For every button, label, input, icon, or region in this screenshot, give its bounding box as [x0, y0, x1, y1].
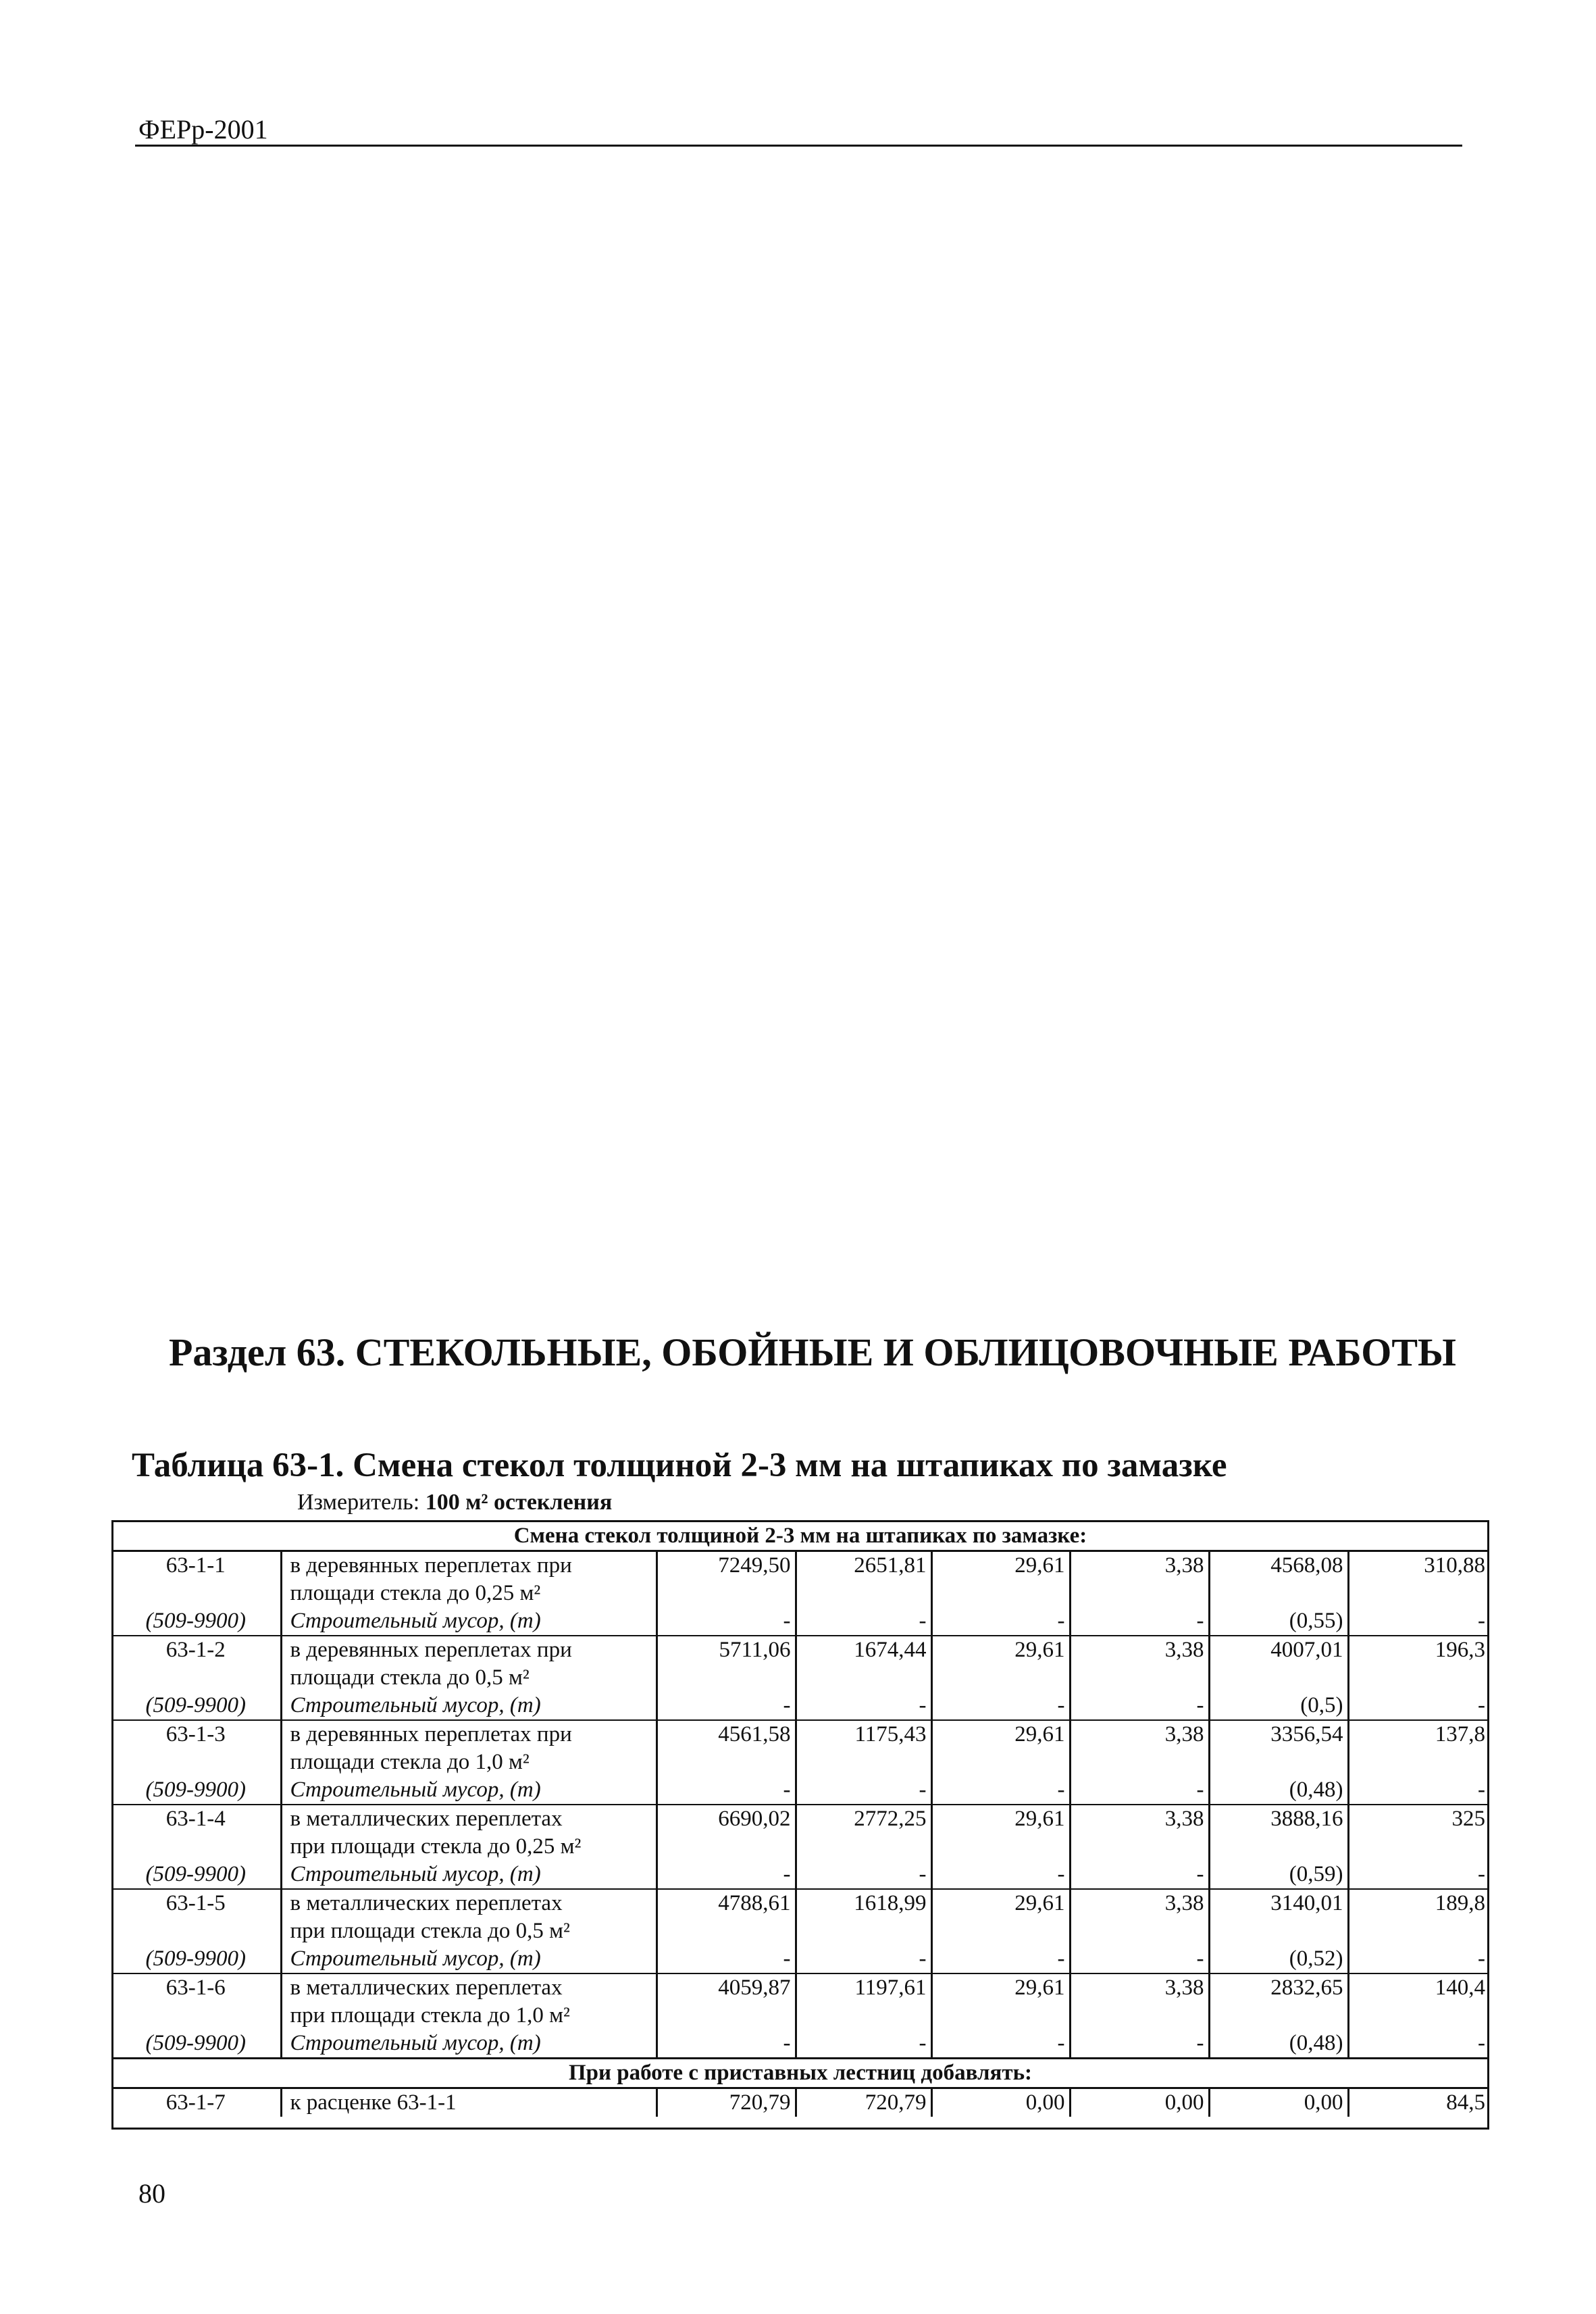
waste-value: - [1478, 2031, 1485, 2055]
waste-value: - [931, 1692, 1070, 1720]
waste-value: - [796, 1861, 931, 1889]
waste-value: - [1070, 1607, 1209, 1636]
rate-value: 325 [1348, 1805, 1489, 1861]
rate-value: 3,38 [1070, 1720, 1209, 1776]
rate-description: площади стекла до 1,0 м² [281, 1749, 657, 1776]
rate-value: 6690,02 [657, 1805, 796, 1861]
waste-row [111, 1607, 1489, 1636]
rate-description: при площади стекла до 1,0 м² [281, 2002, 657, 2030]
rate-description: в металлических переплетах [281, 1805, 657, 1833]
rate-value: 29,61 [931, 1889, 1070, 1945]
waste-value: - [796, 1945, 931, 1973]
rate-value: 3,38 [1070, 1973, 1209, 2030]
waste-value: (0,59) [1209, 1861, 1348, 1889]
rate-value: 84,5 [1446, 2090, 1485, 2115]
rate-value: 1197,61 [796, 1973, 931, 2030]
rate-value: 0,00 [931, 2088, 1070, 2117]
document-code: ФЕРр-2001 [138, 114, 268, 145]
rate-value: 137,8 [1348, 1720, 1489, 1776]
waste-description: Строительный мусор, (т) [281, 1861, 657, 1889]
rate-value: 3888,16 [1209, 1805, 1348, 1861]
rate-value: 310,88 [1348, 1551, 1489, 1608]
waste-code: (509-9900) [111, 1861, 281, 1889]
waste-value: (0,55) [1209, 1607, 1348, 1636]
waste-value: - [796, 1607, 931, 1636]
rate-description: площади стекла до 0,25 м² [281, 1580, 657, 1607]
waste-value: - [1070, 1692, 1209, 1720]
rate-code-blank [111, 1580, 281, 1607]
waste-description: Строительный мусор, (т) [281, 1607, 657, 1636]
rate-value: 29,61 [931, 1720, 1070, 1776]
rate-code: 63-1-6 [111, 1973, 281, 2002]
rate-value: 2772,25 [796, 1805, 931, 1861]
rate-value: 3,38 [1070, 1805, 1209, 1861]
rate-value: 4788,61 [657, 1889, 796, 1945]
rate-code: 63-1-1 [111, 1551, 281, 1580]
waste-value: - [1070, 1861, 1209, 1889]
waste-value: (0,48) [1209, 1776, 1348, 1805]
waste-value: - [931, 1945, 1070, 1973]
waste-value: - [1478, 1778, 1485, 1802]
waste-value: - [796, 1692, 931, 1720]
rate-value: 2832,65 [1209, 1973, 1348, 2030]
rate-value: 29,61 [931, 1973, 1070, 2030]
waste-row [111, 1776, 1489, 1805]
rate-description: к расценке 63-1-1 [281, 2088, 657, 2117]
rate-code: 63-1-3 [111, 1720, 281, 1749]
rate-code: 63-1-4 [111, 1805, 281, 1833]
waste-code: (509-9900) [111, 2030, 281, 2059]
waste-row [111, 2030, 1489, 2059]
waste-description: Строительный мусор, (т) [281, 1945, 657, 1973]
rate-value: 196,3 [1348, 1636, 1489, 1692]
waste-value: - [1070, 1945, 1209, 1973]
waste-description: Строительный мусор, (т) [281, 2030, 657, 2059]
rate-value: 2651,81 [796, 1551, 931, 1608]
table-row [111, 1973, 1489, 2002]
rate-value: 29,61 [931, 1551, 1070, 1608]
rate-code: 63-1-5 [111, 1889, 281, 1917]
waste-value: - [657, 1861, 796, 1889]
rate-value: 3,38 [1070, 1889, 1209, 1945]
table-row [111, 1551, 1489, 1580]
waste-value: - [657, 1607, 796, 1636]
rate-description: площади стекла до 0,5 м² [281, 1664, 657, 1692]
rate-description: в деревянных переплетах при [281, 1636, 657, 1664]
rate-value: 4561,58 [657, 1720, 796, 1776]
rate-value: 0,00 [1209, 2088, 1348, 2117]
group-header: Смена стекол толщиной 2-3 мм на штапиках по замазке: [111, 1521, 1489, 1551]
rate-value: 3356,54 [1209, 1720, 1348, 1776]
rate-code-blank [111, 1749, 281, 1776]
rate-description: в металлических переплетах [281, 1889, 657, 1917]
waste-value: - [1070, 2030, 1209, 2059]
waste-row [111, 1945, 1489, 1973]
rate-value: 1175,43 [796, 1720, 931, 1776]
rate-description: в металлических переплетах [281, 1973, 657, 2002]
group-header-row [111, 1521, 1489, 1551]
rate-value: 4568,08 [1209, 1551, 1348, 1608]
waste-value: - [657, 1692, 796, 1720]
waste-value: - [796, 2030, 931, 2059]
rate-description: в деревянных переплетах при [281, 1551, 657, 1580]
rate-code-blank [111, 1664, 281, 1692]
rate-value: 720,79 [657, 2088, 796, 2117]
rate-value: 1674,44 [796, 1636, 931, 1692]
waste-value: - [931, 1861, 1070, 1889]
waste-value: - [1478, 1609, 1485, 1633]
waste-value: - [657, 2030, 796, 2059]
rate-value: 720,79 [796, 2088, 931, 2117]
rate-value: 3,38 [1070, 1636, 1209, 1692]
rate-value: 140,4 [1348, 1973, 1489, 2030]
rate-code: 63-1-2 [111, 1636, 281, 1664]
table-title: Таблица 63-1. Смена стекол толщиной 2-3 мм на штапиках по замазке [132, 1447, 1227, 1484]
waste-value: - [931, 2030, 1070, 2059]
waste-value: - [657, 1945, 796, 1973]
waste-value: - [1070, 1776, 1209, 1805]
ladder-header: При работе с приставных лестниц добавлять: [111, 2059, 1489, 2088]
rate-value: 189,8 [1348, 1889, 1489, 1945]
table-row [111, 2088, 1489, 2117]
waste-value: - [1478, 1946, 1485, 1971]
table-row [111, 1720, 1489, 1749]
rate-description: при площади стекла до 0,5 м² [281, 1917, 657, 1945]
waste-row [111, 1861, 1489, 1889]
rate-value: 3140,01 [1209, 1889, 1348, 1945]
waste-value: (0,48) [1209, 2030, 1348, 2059]
waste-row [111, 1692, 1489, 1720]
ladder-header-row [111, 2059, 1489, 2088]
waste-description: Строительный мусор, (т) [281, 1776, 657, 1805]
waste-value: - [657, 1776, 796, 1805]
waste-value: - [931, 1776, 1070, 1805]
waste-value: (0,5) [1209, 1692, 1348, 1720]
rate-value: 5711,06 [657, 1636, 796, 1692]
waste-code: (509-9900) [111, 1776, 281, 1805]
rate-code: 63-1-7 [111, 2088, 281, 2117]
waste-description: Строительный мусор, (т) [281, 1692, 657, 1720]
unit-value: 100 м² остекления [425, 1490, 613, 1515]
section-title: Раздел 63. СТЕКОЛЬНЫЕ, ОБОЙНЫЕ И ОБЛИЦОВОЧНЫЕ РАБОТЫ [169, 1330, 1456, 1374]
rate-value: 1618,99 [796, 1889, 931, 1945]
rate-value: 4059,87 [657, 1973, 796, 2030]
rate-value: 29,61 [931, 1636, 1070, 1692]
waste-value: - [1478, 1862, 1485, 1886]
rate-code-blank [111, 1833, 281, 1861]
waste-code: (509-9900) [111, 1945, 281, 1973]
waste-value: (0,52) [1209, 1945, 1348, 1973]
table-row [111, 1636, 1489, 1664]
rate-value: 4007,01 [1209, 1636, 1348, 1692]
rate-code-blank [111, 1917, 281, 1945]
unit-label: Измеритель: [297, 1490, 420, 1515]
rates-table [111, 1520, 1489, 2117]
rate-description: при площади стекла до 0,25 м² [281, 1833, 657, 1861]
waste-value: - [931, 1607, 1070, 1636]
rate-value: 3,38 [1070, 1551, 1209, 1608]
waste-value: - [796, 1776, 931, 1805]
waste-code: (509-9900) [111, 1607, 281, 1636]
rate-code-blank [111, 2002, 281, 2030]
unit-of-measure [297, 1490, 612, 1515]
rate-value: 29,61 [931, 1805, 1070, 1861]
rate-value: 0,00 [1070, 2088, 1209, 2117]
table-row [111, 1805, 1489, 1833]
page-number: 80 [138, 2178, 165, 2209]
waste-code: (509-9900) [111, 1692, 281, 1720]
waste-value: - [1478, 1693, 1485, 1717]
table-row [111, 1889, 1489, 1917]
rate-description: в деревянных переплетах при [281, 1720, 657, 1749]
rate-value: 7249,50 [657, 1551, 796, 1608]
header-rule [135, 145, 1462, 147]
